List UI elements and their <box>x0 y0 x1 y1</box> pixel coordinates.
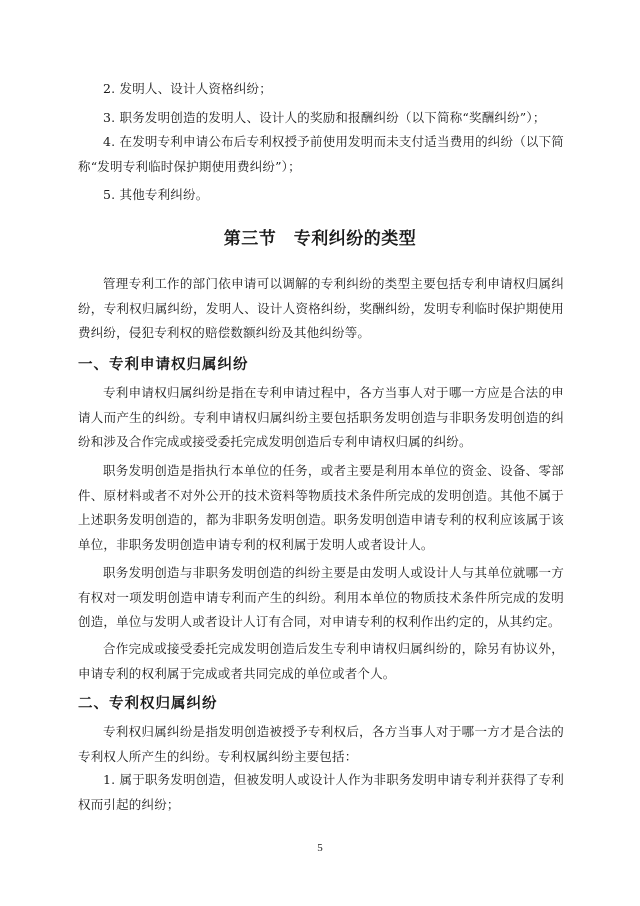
list-item: 4. 在发明专利申请公布后专利权授予前使用发明而未支付适当费用的纠纷（以下简称“发明专利临时保护期使用费纠纷”）； <box>78 134 565 174</box>
body-paragraph: 合作完成或接受委托完成发明创造后发生专利申请权归属纠纷的，除另有协议外，申请专利的权利属于完成或者共同完成的单位或者个人。 <box>78 641 564 681</box>
body-paragraph: 专利申请权归属纠纷是指在专利申请过程中，各方当事人对于哪一方应是合法的申请人而产生的纠纷。专利申请权归属纠纷主要包括职务发明创造与非职务发明创造的纠纷和涉及合作完成或接受委托完成发明创造后专利申请权归属的纠纷。 <box>78 385 564 449</box>
list-item: 5. 其他专利纠纷。 <box>103 187 209 202</box>
list-item: 2. 发明人、设计人资格纠纷； <box>103 81 272 96</box>
body-paragraph: 职务发明创造是指执行本单位的任务，或者主要是利用本单位的资金、设备、零部件、原材料或者不对外公开的技术资料等物质技术条件所完成的发明创造。其他不属于上述职务发明创造的，都为非职务发明创造。职务发明创造申请专利的权利应该属于该单位，非职务发明创造申请专利的权利属于发明人或者设计人。 <box>78 463 564 552</box>
list-item: 3. 职务发明创造的发明人、设计人的奖励和报酬纠纷（以下简称“奖酬纠纷”）； <box>103 110 546 125</box>
section-title: 第三节 专利纠纷的类型 <box>223 229 417 249</box>
intro-paragraph: 管理专利工作的部门依申请可以调解的专利纠纷的类型主要包括专利申请权归属纠纷，专利权归属纠纷，发明人、设计人资格纠纷，奖酬纠纷，发明专利临时保护期使用费纠纷，侵犯专利权的赔偿数额纠纷及其他纠纷等。 <box>78 276 564 340</box>
list-item: 1. 属于职务发明创造，但被发明人或设计人作为非职务发明申请专利并获得了专利权而引起的纠纷； <box>78 772 565 812</box>
heading-2: 二、专利权归属纠纷 <box>78 696 218 712</box>
page-number: 5 <box>317 842 323 854</box>
body-paragraph: 专利权归属纠纷是指发明创造被授予专利权后，各方当事人对于哪一方才是合法的专利权人所产生的纠纷。专利权属纠纷主要包括： <box>78 724 564 764</box>
heading-1: 一、专利申请权归属纠纷 <box>78 357 249 373</box>
body-paragraph: 职务发明创造与非职务发明创造的纠纷主要是由发明人或设计人与其单位就哪一方有权对一项发明创造申请专利而产生的纠纷。利用本单位的物质技术条件所完成的发明创造，单位与发明人或者设计人订有合同，对申请专利的权利作出约定的，从其约定。 <box>78 565 564 629</box>
